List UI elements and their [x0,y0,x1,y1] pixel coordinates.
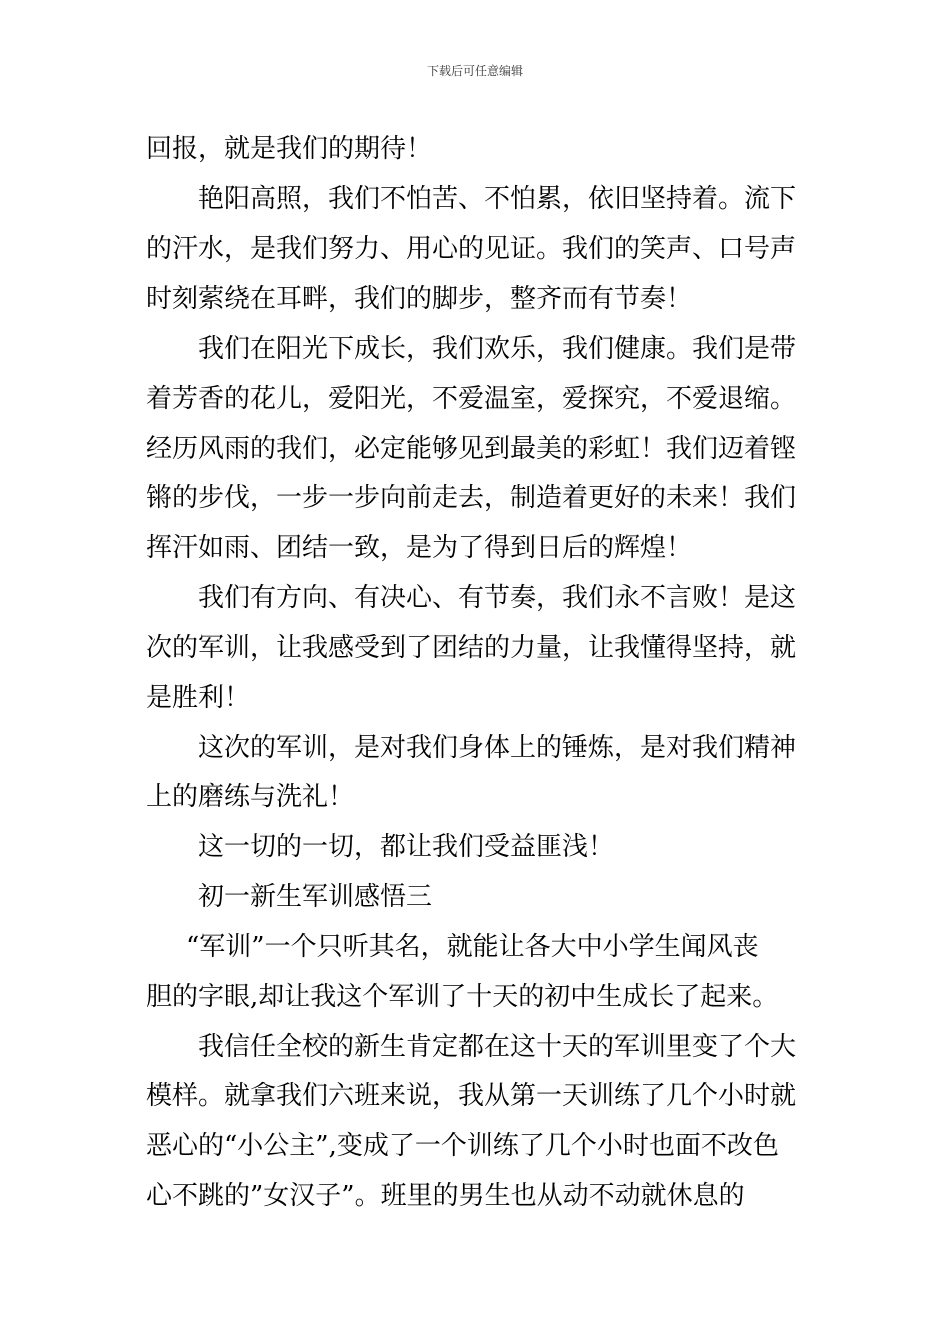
paragraph-line: 上的磨练与洗礼！ [146,782,355,812]
paragraph-line: 模样。就拿我们六班来说，我从第一天训练了几个小时就 [146,1081,797,1111]
paragraph-line: 胆的字眼,却让我这个军训了十天的初中生成长了起来。 [146,982,779,1012]
paragraph-line: 我们有方向、有决心、有节奏，我们永不言败！是这 [198,583,797,613]
paragraph-line: 这一切的一切，都让我们受益匪浅！ [198,832,615,862]
page-header: 下载后可任意编辑 [426,64,523,78]
section-heading: 初一新生军训感悟三 [198,882,433,912]
paragraph-line: 是胜利！ [146,683,251,713]
paragraph-line: 回报，就是我们的期待！ [146,134,433,164]
paragraph-line: 艳阳高照，我们不怕苦、不怕累，依旧坚持着。流下 [198,184,797,214]
paragraph-line: 的汗水，是我们努力、用心的见证。我们的笑声、口号声 [146,234,797,264]
paragraph-line: “军训”一个只听其名，就能让各大中小学生闻风丧 [186,932,759,962]
paragraph-line: 锵的步伐，一步一步向前走去，制造着更好的未来！我们 [146,483,797,513]
paragraph-line: 着芳香的花儿，爱阳光，不爱温室，爱探究，不爱退缩。 [146,384,797,414]
paragraph-line: 我信任全校的新生肯定都在这十天的军训里变了个大 [198,1032,797,1062]
paragraph-line: 恶心的“小公主”,变成了一个训练了几个小时也面不改色 [146,1131,779,1161]
paragraph-line: 挥汗如雨、团结一致，是为了得到日后的辉煌！ [146,533,693,563]
paragraph-line: 我们在阳光下成长，我们欢乐，我们健康。我们是带 [198,334,797,364]
paragraph-line: 这次的军训，是对我们身体上的锤炼，是对我们精神 [198,733,797,763]
paragraph-line: 经历风雨的我们，必定能够见到最美的彩虹！我们迈着铿 [146,434,797,464]
paragraph-line: 心不跳的”女汉子”。班里的男生也从动不动就休息的 [146,1181,745,1211]
paragraph-line: 时刻萦绕在耳畔，我们的脚步，整齐而有节奏！ [146,284,693,314]
paragraph-line: 次的军训，让我感受到了团结的力量，让我懂得坚持，就 [146,633,797,663]
